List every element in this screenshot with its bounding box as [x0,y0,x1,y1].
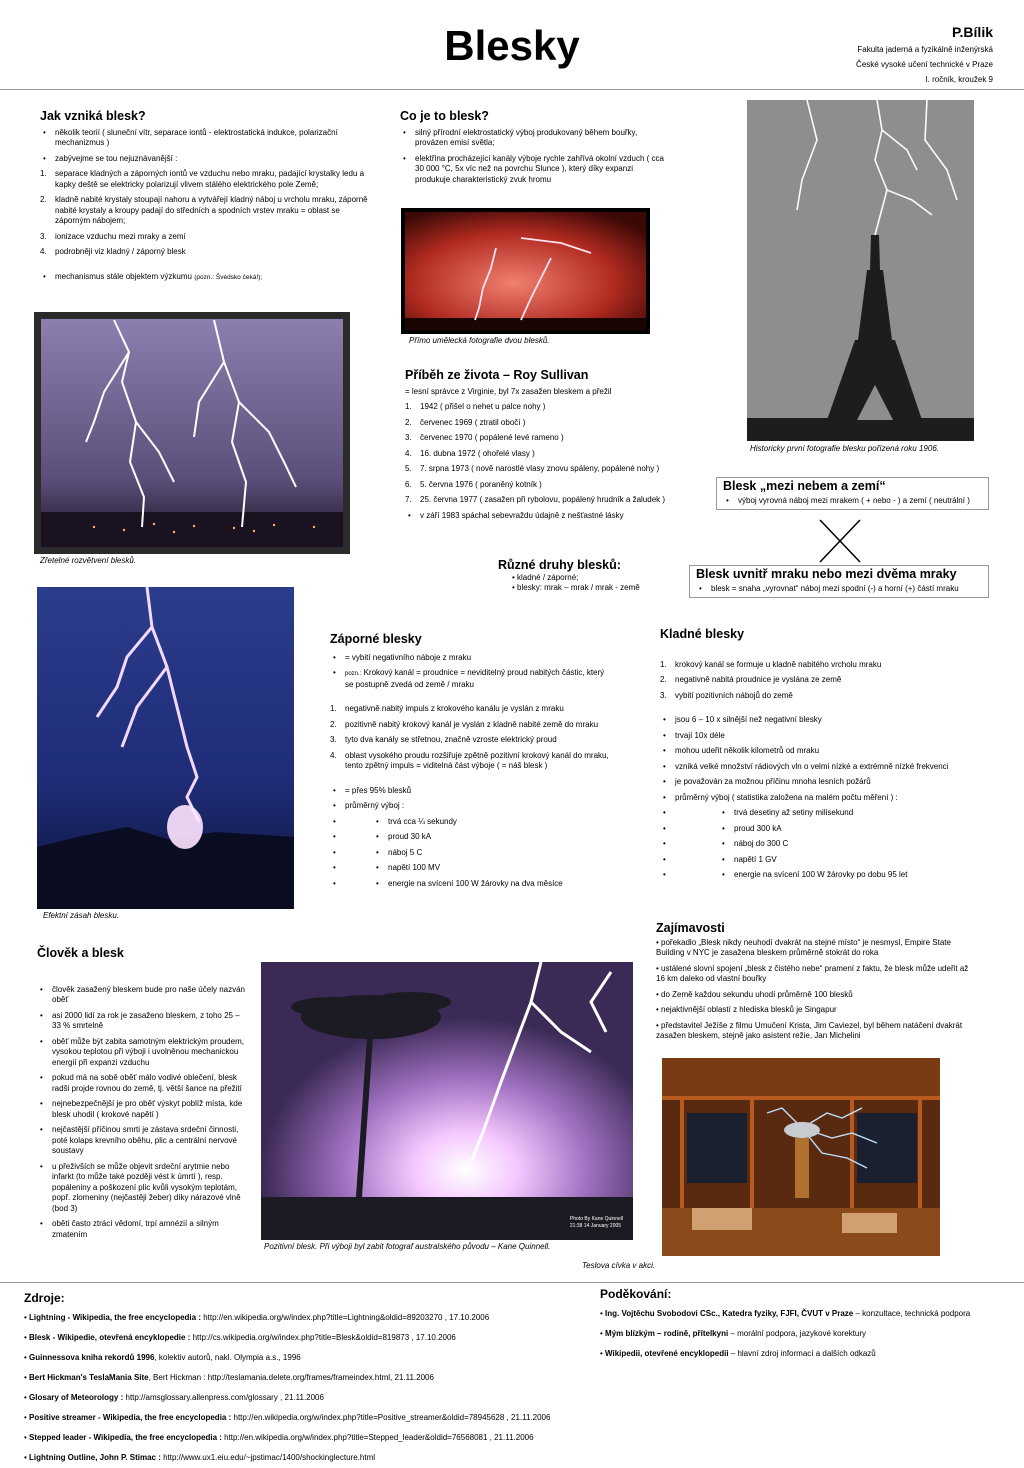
tesla-coil-photo [662,1058,940,1256]
affiliation-university: České vysoké učení technické v Praze [856,60,993,69]
list-item: • je považován za možnou příčinu mnoha lesních požárů [660,777,970,788]
section-heading: Různé druhy blesků: [498,558,621,572]
list-item: • • náboj 5 C [330,848,610,859]
header-divider [0,89,1024,90]
list-item: • pozn.: Krokový kanál = proudnice = neviditelný proud nabitých částic, který se postupně zvedá od země / mraku [330,668,610,690]
list-item: • jsou 6 – 10 x silnější než negativní blesky [660,715,970,726]
list-item: 2. kladně nabité krystaly stoupají nahoru a vytvářejí kladný náboj u vrcholu mraku, záporně nabité krystaly a kroupy padají do středních a spodních vrstev mraku = oblast se záporným nábojem; [40,195,368,225]
section-kladne [660,629,970,886]
list-item: • • náboj do 300 C [660,839,970,850]
list-item: • pokud má na sobě oběť málo vodivé oblečení, blesk radši projde rovnou do země, tj. větší šance na přežití [37,1073,247,1094]
list-item: • silný přírodní elektrostatický výboj produkovaný během bouřky, provázen emisí světla; [400,128,670,149]
list-item: 3. vybití pozitivních nábojů do země [660,690,793,700]
list-item: 2. negativně nabitá proudnice je vyslána ze země [660,675,842,684]
caption-positive: Pozitivní blesk. Při výboji byl zabit fotograf australského původu – Kane Quinnell. [264,1242,551,1251]
caption-eiffel: Historicky první fotografie blesku pořízená roku 1906. [750,444,939,453]
list-item: • Lightning Outline, John P. Stimac : http://www.ux1.eiu.edu/~jpstimac/1400/shockinglecture.html [24,1453,376,1462]
list-item: • • proud 300 kA [660,824,970,835]
list-item: 1. negativně nabitý impuls z krokového kanálu je vyslán z mraku [330,704,564,713]
list-item: • představitel Ježíše z filmu Umučení Krista, Jim Caviezel, byl během natáčení dvakrát zasažen bleskem, stejně jako asistent režie, Jan Michelini [656,1020,963,1040]
box-mezi-nebem [716,477,989,510]
list-item: 3. tyto dva kanály se střetnou, značně vzroste elektrický proud [330,735,557,744]
list-item: • ustálené slovní spojení „blesk z čistého nebe“ pramení z faktu, že blesk může udeřit až 16 km daleko od vlastní bouřky [656,963,969,983]
section-heading: Poděkování: [600,1287,672,1301]
list-item: • Positive streamer - Wikipedia, the free encyclopedia : http://en.wikipedia.org/w/index.php?title=Positive_streamer&oldid=78945628 , 21.11.2006 [24,1413,551,1422]
list-item: • kladné / záporné; [512,572,579,582]
list-item: 7. 25. června 1977 ( zasažen při rybolovu, popálený hrudník a žaludek ) [405,495,666,504]
sources-list [24,1308,594,1468]
list-item: • Stepped leader - Wikipedia, the free encyclopedia : http://en.wikipedia.org/w/index.php?title=Stepped_leader&oldid=76568081 , 21.11.2006 [24,1433,534,1442]
list-item: • Blesk - Wikipedie, otevřená encyklopedie : http://cs.wikipedia.org/w/index.php?title=Blesk&oldid=819873 , 17.10.2006 [24,1333,456,1342]
footer-divider [0,1282,1024,1283]
list-item: • trvají 10x déle [660,731,970,742]
positive-lightning-photo [261,962,633,1240]
section-zaporne [330,634,610,894]
photo-credit: Photo By Kane Quinnell 21:38 14 January 2005 [569,1216,623,1229]
list-item: • Lightning - Wikipedia, the free encyclopedia : http://en.wikipedia.org/w/index.php?title=Lightning&oldid=89203270 , 17.10.2006 [24,1313,490,1322]
list-item: • Glosary of Meteorology : http://amsglossary.allenpress.com/glossary , 21.11.2006 [24,1393,324,1402]
list-item: • v září 1983 spáchal sebevraždu údajně z nešťastné lásky [405,511,705,522]
section-heading: Kladné blesky [660,627,745,641]
list-item: • člověk zasažený bleskem bude pro naše účely nazván oběť [37,985,247,1006]
author-name: P.Bílik [952,24,993,40]
branching-lightning-photo [34,312,350,554]
section-heading: Blesk „mezi nebem a zemí“ [723,479,886,493]
list-item: • = vybití negativního náboje z mraku [330,653,610,664]
acknowledgements-list [600,1304,1010,1364]
list-item: 3. ionizace vzduchu mezi mraky a zemí [40,231,186,241]
list-item: • • trvá cca ¼ sekundy [330,817,610,828]
section-clovek [37,948,247,1245]
list-item: • nejaktivnější oblastí z hlediska blesků je Singapur [656,1005,837,1014]
list-item: • mechanismus stále objektem výzkumu (pozn.: Švédsko čeká!); [40,272,370,284]
section-druhy [498,560,688,594]
caption-blue: Efektní zásah blesku. [43,911,120,920]
section-jak-vznika [40,111,370,288]
list-item: • výboj vyrovná náboj mezi mrakem ( + nebo - ) a zemí ( neutrální ) [723,496,982,507]
list-item: 4. oblast vysokého proudu rozšiřuje zpětně pozitivní krokový kanál do mraku, tento zpětný impuls = viditelná část výboje ( = náš blesk ) [330,750,609,770]
list-item: • elektřina procházející kanály výboje rychle zahřívá okolní vzduch ( cca 30 000 °C, 5x víc než na povrchu Slunce ), který díky expanzi produkuje charakteristický zvuk hromu [400,154,670,186]
red-lightning-photo [401,208,650,334]
list-item: • Guinnessova kniha rekordů 1996, kolektiv autorů, nakl. Olympia a.s., 1996 [24,1353,301,1362]
section-zdroje [24,1288,594,1468]
list-item: • do Země každou sekundu uhodí průměrně 100 blesků [656,989,853,999]
list-item: • Mým blízkým – rodině, přítelkyni – morální podpora, jazykové korektury [600,1329,867,1338]
list-item: • zabývejme se tou nejuznávanější : [40,154,370,165]
list-item: • • trvá desetiny až setiny milisekund [660,808,970,819]
section-roy-sullivan [405,370,705,526]
list-item: • Wikipedii, otevřené encyklopedii – hlavní zdroj informací a dalších odkazů [600,1349,876,1358]
list-item: • Ing. Vojtěchu Svobodovi CSc., Katedra fyziky, FJFI, ČVUT v Praze – konzultace, technická podpora [600,1309,971,1318]
list-item: 2. pozitivně nabitý krokový kanál je vyslán z kladně nabité země do mraku [330,719,599,729]
affiliation-class: I. ročník, kroužek 9 [925,75,993,84]
poster-title: Blesky [444,22,580,69]
box-uvnitr-mraku [689,565,989,598]
section-heading: Zajímavosti [656,921,725,935]
list-item: • nejčastější příčinou smrti je zástava srdeční činnosti, poté kolaps krevního oběhu, plic a centrální nervové soustavy [37,1125,247,1157]
list-item: • oběti často ztrácí vědomí, trpí amnézií a silným zmatením [37,1219,247,1240]
cross-divider [818,518,862,564]
list-item: • Bert Hickman's TeslaMania Site, Bert Hickman : http://teslamania.delete.org/frames/frameindex.html, 21.11.2006 [24,1373,434,1382]
list-item: • • napětí 100 MV [330,863,610,874]
list-item: • pořekadlo „Blesk nikdy neuhodí dvakrát na stejné místo“ je nesmysl, Empire State Building v NYC je zasažena bleskem průměrně stokrát do roka [656,937,951,957]
caption-red: Přímo umělecká fotografie dvou blesků. [409,336,550,345]
section-heading: Jak vzniká blesk? [40,109,146,123]
list-item: 1. separace kladných a záporných iontů ve vzduchu nebo mraku, padající krystalky ledu a kapky deště se elektricky polarizují vlivem stálého elektrického pole Země; [40,169,365,189]
section-podekovani [600,1284,1010,1364]
list-item: • u přeživších se může objevit srdeční arytmie nebo infarkt (to může také později vést k úmrtí ), resp. popáleniny a poškození plic kvůli vysokým teplotám, popř. zlomeniny (nejčastěji žeber) díky nárazové vlně (bod 3) [37,1162,247,1215]
list-item: 4. podrobněji viz kladný / záporný blesk [40,247,186,256]
list-item: • mohou udeřit několik kilometrů od mraku [660,746,970,757]
author-block [856,22,993,87]
list-item: • • proud 30 kA [330,832,610,843]
list-item: 4. 16. dubna 1972 ( ohořelé vlasy ) [405,448,535,458]
eiffel-tower-photo [747,100,974,441]
list-item: 2. červenec 1969 ( ztratil obočí ) [405,417,526,427]
list-item: 3. červenec 1970 ( popálené levé rameno ) [405,433,564,442]
section-heading: Příběh ze života – Roy Sullivan [405,368,589,382]
list-item: 5. 7. srpna 1973 ( nově narostlé vlasy znovu spáleny, popálené nohy ) [405,464,660,473]
affiliation-faculty: Fakulta jaderná a fyzikálně inženýrská [857,45,993,54]
section-heading: Člověk a blesk [37,946,124,960]
list-item: • několik teorií ( sluneční vítr, separace iontů - elektrostatická indukce, polarizační mechanizmus ) [40,128,370,149]
blue-lightning-photo [37,587,294,909]
list-item: • • energie na svícení 100 W žárovky po dobu 95 let [660,870,970,881]
section-heading: Záporné blesky [330,632,422,646]
list-item: 6. 5. června 1976 ( poraněný kotník ) [405,479,542,489]
section-zajimavosti [656,923,976,1047]
list-item: • vzniká velké množství rádiových vln o velmi nízké a extrémně nízké frekvenci [660,762,970,773]
list-item: • průměrný výboj ( statistika založena na malém počtu měření ) : [660,793,970,804]
caption-tesla: Teslova cívka v akci. [582,1261,656,1270]
section-co-je [400,111,670,190]
list-item: 1. 1942 ( přišel o nehet u palce nohy ) [405,402,546,411]
section-heading: Zdroje: [24,1291,65,1305]
section-heading: Blesk uvnitř mraku nebo mezi dvěma mraky [696,567,957,581]
list-item: • • energie na svícení 100 W žárovky na dva měsíce [330,879,610,890]
list-item: • • napětí 1 GV [660,855,970,866]
list-item: • průměrný výboj : [330,801,610,812]
section-heading: Co je to blesk? [400,109,489,123]
list-item: • asi 2000 lidí za rok je zasaženo bleskem, z toho 25 – 33 % smrtelně [37,1011,247,1032]
list-item: • blesky: mrak – mrak / mrak - země [512,583,640,592]
list-item: • nejnebezpečnější je pro oběť výskyt poblíž místa, kde blesk uhodil ( krokové napětí ) [37,1099,247,1120]
list-item: • oběť může být zabita samotným elektrickým proudem, vysokou teplotou při výboji i uvolněnou mechanickou energií při expanzi vzduchu [37,1037,247,1069]
caption-branching: Zřetelné rozvětvení blesků. [40,556,137,565]
roy-intro: = lesní správce z Virginie, byl 7x zasažen bleskem a přežil [405,386,612,396]
list-item: • blesk = snaha „vyrovnat“ náboj mezi spodní (-) a horní (+) částí mraku [696,584,982,595]
list-item: 1. krokový kanál se formuje u kladně nabitého vrcholu mraku [660,659,882,669]
list-item: • = přes 95% blesků [330,786,610,797]
